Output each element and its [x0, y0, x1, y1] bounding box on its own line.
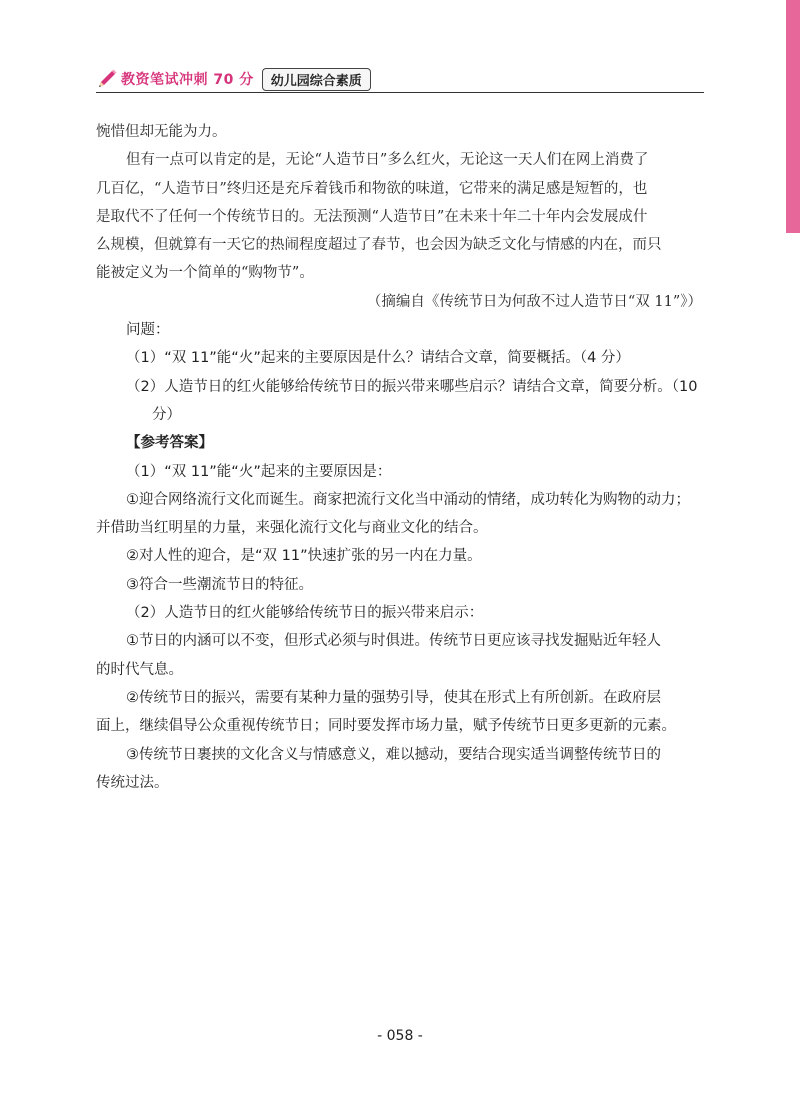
passage-line: 是取代不了任何一个传统节日的。无法预测“人造节日”在未来十年二十年内会发展成什: [96, 208, 648, 225]
answer-line: ②传统节日的振兴，需要有某种力量的强势引导，使其在形式上有所创新。在政府层: [126, 689, 661, 706]
passage-line: 么规模，但就算有一天它的热闹程度超过了春节，也会因为缺乏文化与情感的内在，而只: [96, 237, 662, 254]
answer-line: 传统过法。: [96, 774, 169, 791]
page-content: [96, 118, 704, 797]
page-number: - 058 -: [377, 1028, 423, 1044]
answer-line: ②对人性的迎合，是“双 11”快速扩张的另一内在力量。: [126, 548, 482, 565]
answer-line: ③传统节日裹挟的文化含义与情感意义，难以撼动，要结合现实适当调整传统节日的: [126, 746, 661, 763]
answer-line: ③符合一些潮流节日的特征。: [126, 576, 313, 593]
question-2-continued: 分）: [152, 406, 181, 423]
answer-line: 面上，继续倡导公众重视传统节日；同时要发挥市场力量，赋予传统节日更多更新的元素。: [96, 718, 676, 735]
answer-line: ①节日的内涵可以不变，但形式必须与时俱进。传统节日更应该寻找发掘贴近年轻人: [126, 633, 661, 650]
side-tab-marker: [786, 0, 800, 233]
pencil-icon: [96, 68, 118, 90]
passage-line: 几百亿，“人造节日”终归还是充斥着钱币和物欲的味道，它带来的满足感是短暂的，也: [96, 180, 648, 197]
passage-line: 但有一点可以肯定的是，无论“人造节日”多么红火，无论这一天人们在网上消费了: [126, 152, 649, 169]
question-1: （1）“双 11”能“火”起来的主要原因是什么？请结合文章，简要概括。（4 分）: [126, 350, 630, 367]
questions-heading: 问题：: [126, 322, 170, 339]
page-header: [96, 67, 704, 91]
question-2: （2）人造节日的红火能够给传统节日的振兴带来哪些启示？请结合文章，简要分析。（10: [126, 378, 698, 395]
answers-heading: 【参考答案】: [126, 435, 213, 452]
answer-line: （2）人造节日的红火能够给传统节日的振兴带来启示：: [126, 605, 484, 622]
subject-label: 幼儿园综合素质: [262, 68, 371, 91]
passage-line: 惋惜但却无能为力。: [96, 124, 227, 140]
passage-source: （摘编自《传统节日为何敌不过人造节日“双 11”》）: [366, 293, 702, 310]
passage-line: 能被定义为一个简单的“购物节”。: [96, 265, 314, 282]
series-title: 教资笔试冲刺 70 分: [121, 72, 254, 88]
answer-line: （1）“双 11”能“火”起来的主要原因是：: [126, 463, 392, 480]
answer-line: ①迎合网络流行文化而诞生。商家把流行文化当中涌动的情绪，成功转化为购物的动力；: [126, 491, 690, 508]
answer-line: 的时代气息。: [96, 661, 183, 678]
answer-line: 并借助当红明星的力量，来强化流行文化与商业文化的结合。: [96, 520, 488, 537]
header-divider: [96, 92, 704, 93]
